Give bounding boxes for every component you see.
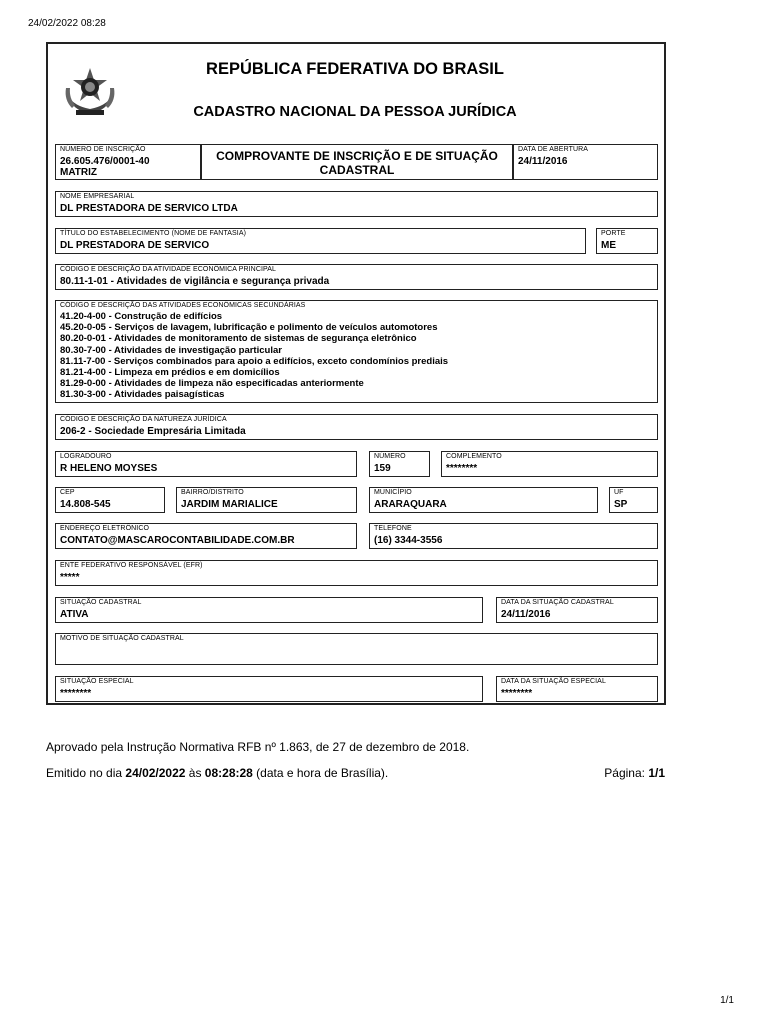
opening-date-value: 24/11/2016 <box>518 156 568 167</box>
phone-label: TELEFONE <box>374 525 412 532</box>
issued-suffix: (data e hora de Brasília). <box>252 766 389 780</box>
efr-value: ***** <box>60 572 80 583</box>
page-indicator <box>604 766 665 780</box>
page-subtitle: CADASTRO NACIONAL DA PESSOA JURÍDICA <box>193 104 517 120</box>
special-status-label: SITUAÇÃO ESPECIAL <box>60 678 134 685</box>
approval-note: Aprovado pela Instrução Normativa RFB nº 1.863, de 27 de dezembro de 2018. <box>46 740 470 754</box>
list-item: 45.20-0-05 - Serviços de lavagem, lubrificação e polimento de veículos automotores <box>60 322 438 334</box>
efr-box <box>55 560 658 586</box>
street-label: LOGRADOURO <box>60 453 112 460</box>
status-date-box <box>496 597 658 623</box>
list-item: 81.29-0-00 - Atividades de limpeza não especificadas anteriormente <box>60 378 364 390</box>
registration-type: MATRIZ <box>60 167 98 178</box>
trade-name-box <box>55 228 586 254</box>
special-status-value: ******** <box>60 688 92 699</box>
document-title-line1: COMPROVANTE DE INSCRIÇÃO E DE SITUAÇÃO <box>216 149 498 163</box>
district-box <box>176 487 357 513</box>
print-datetime: 24/02/2022 08:28 <box>28 18 106 29</box>
status-value: ATIVA <box>60 609 89 620</box>
opening-date-label: DATA DE ABERTURA <box>518 146 589 153</box>
status-reason-label: MOTIVO DE SITUAÇÃO CADASTRAL <box>60 635 184 642</box>
brazil-coat-of-arms-icon <box>62 66 118 118</box>
city-box <box>369 487 598 513</box>
complement-value: ******** <box>446 463 478 474</box>
list-item: 80.20-0-01 - Atividades de monitoramento de sistemas de segurança eletrônico <box>60 333 417 345</box>
page-number: 1/1 <box>720 995 734 1006</box>
legal-nature-box <box>55 414 658 440</box>
cep-label: CEP <box>60 489 75 496</box>
phone-box <box>369 523 658 549</box>
efr-label: ENTE FEDERATIVO RESPONSÁVEL (EFR) <box>60 562 203 569</box>
district-value: JARDIM MARIALICE <box>181 499 278 510</box>
trade-name-value: DL PRESTADORA DE SERVICO <box>60 240 210 251</box>
cep-box <box>55 487 165 513</box>
complement-label: COMPLEMENTO <box>446 453 502 460</box>
special-status-date-box <box>496 676 658 702</box>
opening-date-box <box>513 144 658 180</box>
list-item: 41.20-4-00 - Construção de edifícios <box>60 311 223 322</box>
status-date-label: DATA DA SITUAÇÃO CADASTRAL <box>501 599 614 606</box>
secondary-activities-list <box>60 311 448 401</box>
phone-value: (16) 3344-3556 <box>374 535 443 546</box>
legal-nature-label: CÓDIGO E DESCRIÇÃO DA NATUREZA JURÍDICA <box>60 416 227 423</box>
city-value: ARARAQUARA <box>374 499 447 510</box>
complement-box <box>441 451 658 477</box>
page-indicator-value: 1/1 <box>648 766 665 780</box>
number-box <box>369 451 430 477</box>
status-box <box>55 597 483 623</box>
email-box <box>55 523 357 549</box>
registration-label: NÚMERO DE INSCRIÇÃO <box>60 146 146 153</box>
uf-box <box>609 487 658 513</box>
status-date-value: 24/11/2016 <box>501 609 551 620</box>
document-title-box <box>201 144 513 180</box>
company-name-box <box>55 191 658 217</box>
registration-box <box>55 144 201 180</box>
trade-name-label: TÍTULO DO ESTABELECIMENTO (NOME DE FANTASIA) <box>60 230 247 237</box>
list-item: 81.21-4-00 - Limpeza em prédios e em domicílios <box>60 367 280 379</box>
secondary-activities-label: CÓDIGO E DESCRIÇÃO DAS ATIVIDADES ECONÔMICAS SECUNDÁRIAS <box>60 302 306 309</box>
cep-value: 14.808-545 <box>60 499 111 510</box>
main-activity-label: CÓDIGO E DESCRIÇÃO DA ATIVIDADE ECONÔMICA PRINCIPAL <box>60 266 277 273</box>
street-value: R HELENO MOYSES <box>60 463 158 474</box>
issued-mid: às <box>185 766 205 780</box>
company-name-label: NOME EMPRESARIAL <box>60 193 135 200</box>
status-reason-box <box>55 633 658 665</box>
list-item: 81.30-3-00 - Atividades paisagísticas <box>60 389 225 401</box>
district-label: BAIRRO/DISTRITO <box>181 489 244 496</box>
page-title: REPÚBLICA FEDERATIVA DO BRASIL <box>206 60 504 78</box>
issued-note <box>46 766 388 780</box>
special-status-box <box>55 676 483 702</box>
special-status-date-label: DATA DA SITUAÇÃO ESPECIAL <box>501 678 606 685</box>
list-item: 80.30-7-00 - Atividades de investigação particular <box>60 344 282 356</box>
number-label: NÚMERO <box>374 453 406 460</box>
list-item: 81.11-7-00 - Serviços combinados para apoio a edifícios, exceto condomínios prediais <box>60 355 449 367</box>
status-label: SITUAÇÃO CADASTRAL <box>60 599 142 606</box>
issued-time: 08:28:28 <box>204 766 253 780</box>
document-title-line2: CADASTRAL <box>319 163 395 177</box>
issued-prefix: Emitido no dia <box>46 766 126 780</box>
special-status-date-value: ******** <box>501 688 533 699</box>
number-value: 159 <box>374 463 391 474</box>
size-label: PORTE <box>601 230 626 237</box>
company-name-value: DL PRESTADORA DE SERVICO LTDA <box>60 203 238 214</box>
page-indicator-label: Página: <box>604 766 649 780</box>
uf-value: SP <box>614 499 628 510</box>
size-box <box>596 228 658 254</box>
uf-label: UF <box>614 489 624 496</box>
size-value: ME <box>601 240 616 251</box>
registration-number: 26.605.476/0001-40 <box>60 156 150 167</box>
street-box <box>55 451 357 477</box>
main-activity-value: 80.11-1-01 - Atividades de vigilância e segurança privada <box>60 276 330 287</box>
main-activity-box <box>55 264 658 290</box>
email-label: ENDEREÇO ELETRÔNICO <box>60 525 150 532</box>
email-value: CONTATO@MASCAROCONTABILIDADE.COM.BR <box>60 535 295 546</box>
legal-nature-value: 206-2 - Sociedade Empresária Limitada <box>60 426 246 437</box>
city-label: MUNICÍPIO <box>374 489 412 496</box>
issued-date: 24/02/2022 <box>125 766 186 780</box>
secondary-activities-box <box>55 300 658 403</box>
